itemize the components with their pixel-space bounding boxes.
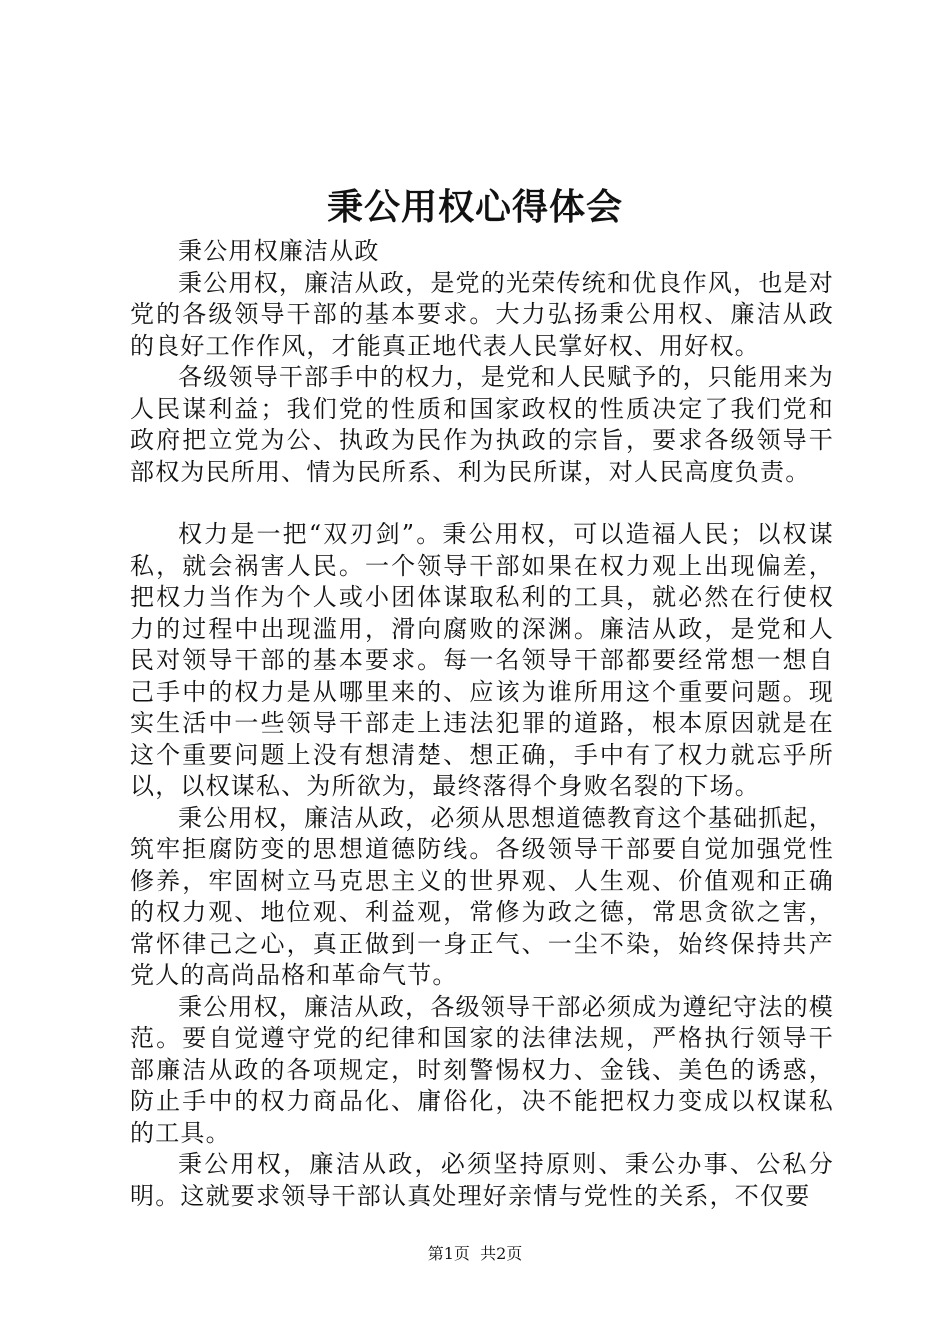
body-paragraph: 权力是一把“双刃剑”。秉公用权，可以造福人民；以权谋私，就会祸害人民。一个领导干部如果在权力观上出现偏差，把权力当作为个人或小团体谋取私利的工具，就必然在行使权力的过程中出现滥用，滑向腐败的深渊。廉洁从政，是党和人民对领导干部的基本要求。每一名领导干部都要经常想一想自己手中的权力是从哪里来的、应该为谁所用这个重要问题。现实生活中一些领导干部走上违法犯罪的道路，根本原因就是在这个重要问题上没有想清楚、想正确，手中有了权力就忘乎所以，以权谋私、为所欲为，最终落得个身败名裂的下场。 <box>130 520 834 800</box>
document-body <box>130 236 834 1212</box>
page-footer <box>0 1243 950 1265</box>
body-paragraph: 秉公用权，廉洁从政，必须坚持原则、秉公办事、公私分明。这就要求领导干部认真处理好亲情与党性的关系，不仅要 <box>130 1150 834 1210</box>
page-number: 第1页 共2页 <box>427 1244 523 1263</box>
document-title: 秉公用权心得体会 <box>326 186 623 228</box>
body-paragraph: 秉公用权，廉洁从政，必须从思想道德教育这个基础抓起，筑牢拒腐防变的思想道德防线。各级领导干部要自觉加强党性修养，牢固树立马克思主义的世界观、人生观、价值观和正确的权力观、地位观、利益观，常修为政之德，常思贪欲之害，常怀律己之心，真正做到一身正气、一尘不染，始终保持共产党人的高尚品格和革命气节。 <box>130 803 834 989</box>
body-paragraph: 秉公用权，廉洁从政，各级领导干部必须成为遵纪守法的模范。要自觉遵守党的纪律和国家的法律法规，严格执行领导干部廉洁从政的各项规定，时刻警惕权力、金钱、美色的诱惑，防止手中的权力商品化、庸俗化，决不能把权力变成以权谋私的工具。 <box>130 992 834 1147</box>
body-paragraph: 秉公用权，廉洁从政，是党的光荣传统和优良作风，也是对党的各级领导干部的基本要求。大力弘扬秉公用权、廉洁从政的良好工作作风，才能真正地代表人民掌好权、用好权。 <box>130 268 834 360</box>
body-paragraph: 各级领导干部手中的权力，是党和人民赋予的，只能用来为人民谋利益；我们党的性质和国家政权的性质决定了我们党和政府把立党为公、执政为民作为执政的宗旨，要求各级领导干部权为民所用、情为民所系、利为民所谋，对人民高度负责。 <box>130 363 834 486</box>
subtitle-paragraph: 秉公用权廉洁从政 <box>178 237 380 265</box>
